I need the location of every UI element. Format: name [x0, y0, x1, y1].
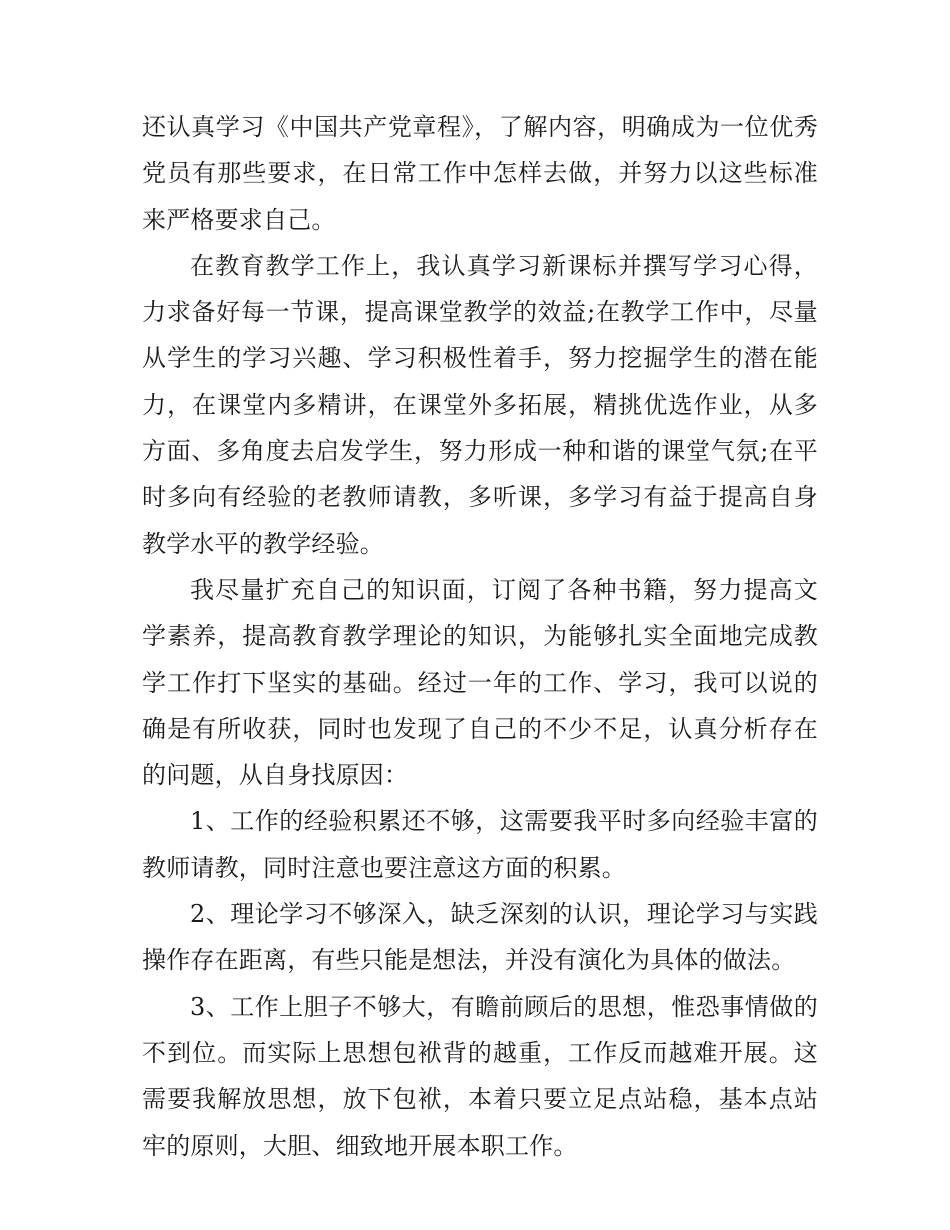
- paragraph-issue-2: 2、理论学习不够深入，缺乏深刻的认识，理论学习与实践操作存在距离，有些只能是想法，并没有演化为具体的做法。: [142, 900, 818, 975]
- document-body: [142, 104, 818, 1169]
- paragraph-issue-1: 1、工作的经验积累还不够，这需要我平时多向经验丰富的教师请教，同时注意也要注意这方面的积累。: [142, 807, 818, 882]
- paragraph-issue-3: 3、工作上胆子不够大，有瞻前顾后的思想，惟恐事情做的不到位。而实际上思想包袱背的越重，工作反而越难开展。这需要我解放思想，放下包袱，本着只要立足点站稳，基本点站牢的原则，大胆、细致地开展本职工作。: [142, 992, 818, 1160]
- paragraph-continued: 还认真学习《中国共产党章程》，了解内容，明确成为一位优秀党员有那些要求，在日常工作中怎样去做，并努力以这些标准来严格要求自己。: [142, 113, 818, 234]
- paragraph-teaching-work: 在教育教学工作上，我认真学习新课标并撰写学习心得，力求备好每一节课，提高课堂教学的效益;在教学工作中，尽量从学生的学习兴趣、学习积极性着手，努力挖掘学生的潜在能力，在课堂内多精讲，在课堂外多拓展，精挑优选作业，从多方面、多角度去启发学生，努力形成一种和谐的课堂气氛;在平时多向有经验的老教师请教，多听课，多学习有益于提高自身教学水平的教学经验。: [142, 251, 818, 558]
- paragraph-self-improvement: 我尽量扩充自己的知识面，订阅了各种书籍，努力提高文学素养，提高教育教学理论的知识，为能够扎实全面地完成教学工作打下坚实的基础。经过一年的工作、学习，我可以说的确是有所收获，同时也发现了自己的不少不足，认真分析存在的问题，从自身找原因：: [142, 575, 818, 790]
